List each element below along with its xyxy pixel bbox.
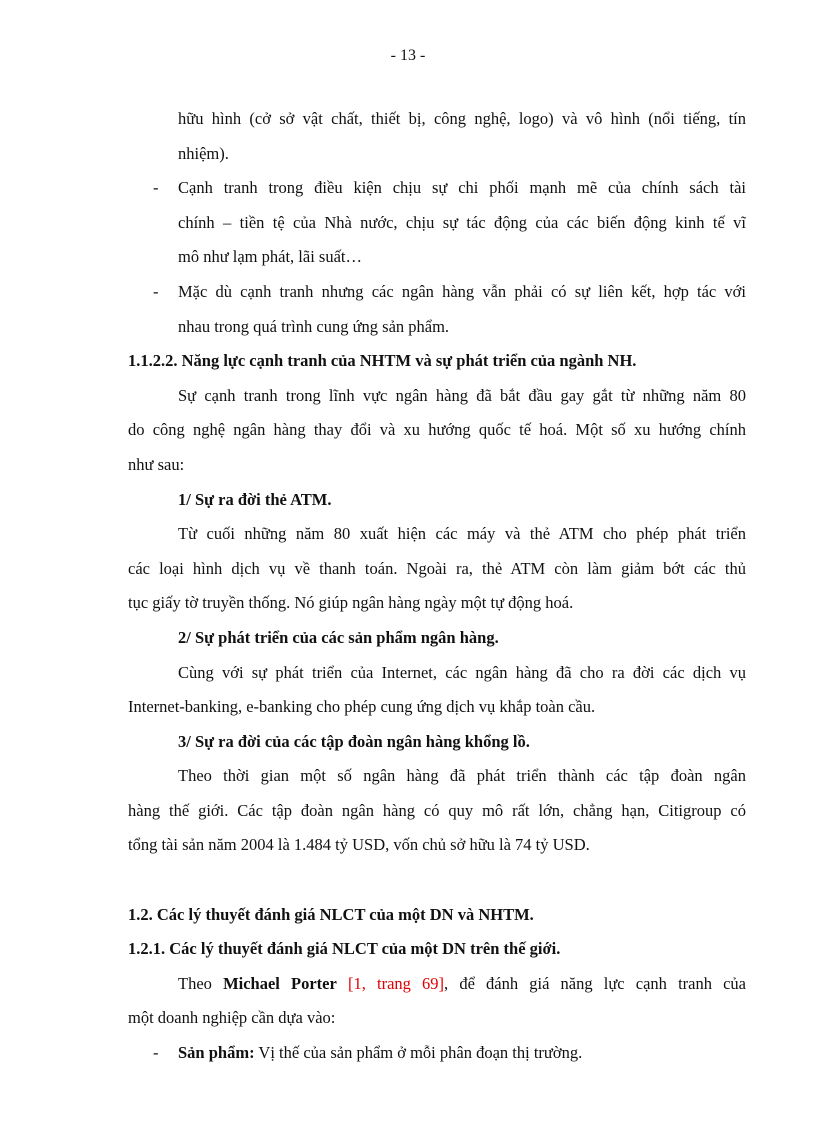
paragraph-continuation-line: nhiệm).	[178, 143, 229, 163]
paragraph-line: tổng tài sản năm 2004 là 1.484 tỷ USD, vốn chủ sở hữu là 74 tỷ USD.	[128, 835, 590, 855]
paragraph-continuation-line: hữu hình (cở sở vật chất, thiết bị, công nghệ, logo) và vô hình (nổi tiếng, tín	[178, 109, 746, 128]
subsection-title: 1/ Sự ra đời thẻ ATM.	[178, 489, 332, 509]
bullet-dash: -	[153, 178, 159, 198]
paragraph-line: do công nghệ ngân hàng thay đổi và xu hướng quốc tế hoá. Một số xu hướng chính	[128, 420, 746, 440]
bullet-item-line: - Sản phẩm: Vị thế của sản phẩm ở mỗi phân đoạn thị trường.	[128, 1036, 746, 1071]
bullet-dash: -	[153, 1043, 159, 1063]
paragraph-line: Sự cạnh tranh trong lĩnh vực ngân hàng đã bắt đầu gay gắt từ những năm 80	[178, 385, 746, 405]
paragraph-line: Theo Michael Porter [1, trang 69], để đánh giá năng lực cạnh tranh của	[178, 973, 746, 993]
section-heading: 1.2.1. Các lý thuyết đánh giá NLCT của một DN trên thế giới.	[128, 939, 561, 959]
section-heading: 1.1.2.2. Năng lực cạnh tranh của NHTM và sự phát triển của ngành NH.	[128, 351, 637, 371]
bullet-item-line: nhau trong quá trình cung ứng sản phẩm.	[178, 316, 450, 336]
paragraph-line: Cùng với sự phát triển của Internet, các ngân hàng đã cho ra đời các dịch vụ	[178, 662, 746, 682]
page-number: - 13 -	[390, 47, 426, 64]
paragraph-line: như sau:	[128, 454, 185, 474]
subsection-title: 3/ Sự ra đời của các tập đoàn ngân hàng khổng lồ.	[178, 731, 530, 751]
author-name: Michael Porter	[223, 973, 337, 993]
bullet-item-line: - Cạnh tranh trong điều kiện chịu sự chi phối mạnh mẽ của chính sách tài	[128, 171, 746, 206]
section-spacer	[128, 863, 746, 898]
paragraph-line: Theo thời gian một số ngân hàng đã phát triển thành các tập đoàn ngân	[178, 766, 746, 786]
paragraph-line: Internet-banking, e-banking cho phép cung ứng dịch vụ khắp toàn cầu.	[128, 697, 596, 717]
document-body	[128, 102, 746, 1071]
paragraph-line: tục giấy tờ truyền thống. Nó giúp ngân hàng ngày một tự động hoá.	[128, 593, 574, 613]
bullet-dash: -	[153, 281, 159, 301]
bullet-item-line: - Mặc dù cạnh tranh nhưng các ngân hàng vẫn phải có sự liên kết, hợp tác với	[128, 275, 746, 310]
subsection-title: 2/ Sự phát triển của các sản phẩm ngân hàng.	[178, 627, 499, 647]
paragraph-line: hàng thế giới. Các tập đoàn ngân hàng có quy mô rất lớn, chẳng hạn, Citigroup có	[128, 800, 746, 820]
bullet-item-line: chính – tiền tệ của Nhà nước, chịu sự tác động của các biến động kinh tế vĩ	[178, 212, 746, 232]
section-heading: 1.2. Các lý thuyết đánh giá NLCT của một DN và NHTM.	[128, 904, 534, 924]
citation-link[interactable]: [1, trang 69]	[347, 973, 445, 993]
bullet-item-line: mô như lạm phát, lãi suất…	[178, 247, 362, 267]
paragraph-line: một doanh nghiệp cần dựa vào:	[128, 1008, 336, 1028]
paragraph-line: Từ cuối những năm 80 xuất hiện các máy và thẻ ATM cho phép phát triển	[178, 524, 746, 544]
paragraph-line: các loại hình dịch vụ về thanh toán. Ngoài ra, thẻ ATM còn làm giảm bớt các thủ	[128, 558, 746, 578]
bullet-label: Sản phẩm:	[178, 1043, 255, 1063]
